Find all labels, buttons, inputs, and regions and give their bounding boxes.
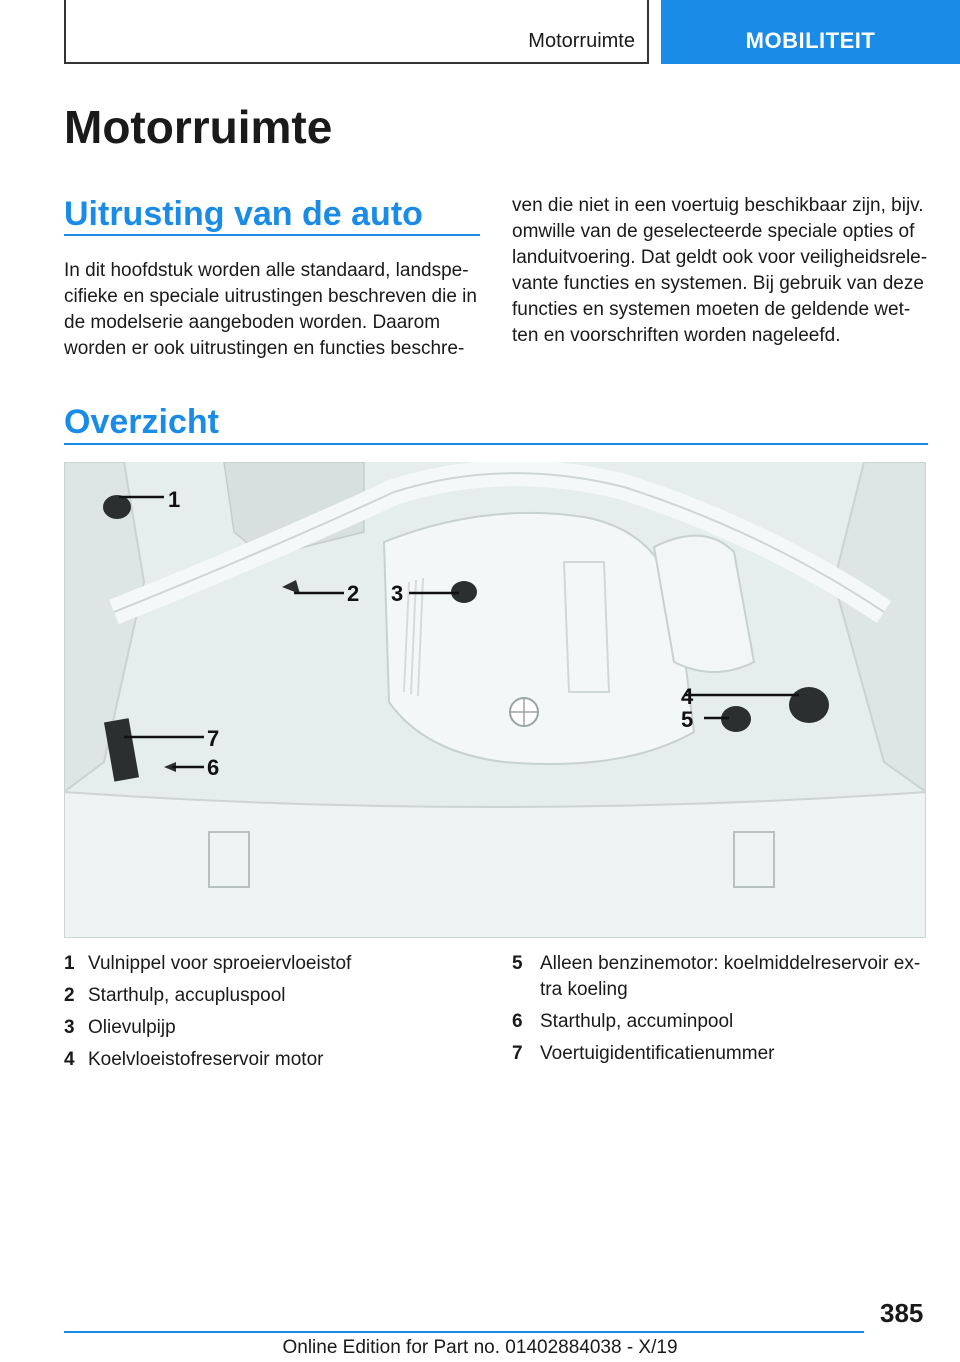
callout-6: 6: [207, 755, 220, 780]
text-line: In dit hoofdstuk worden alle standaard, landspe-: [64, 260, 469, 281]
section-title-overview: Overzicht: [64, 403, 219, 441]
list-item: [512, 1009, 932, 1035]
page-number: 385: [880, 1298, 924, 1328]
legend-text: Koelvloeistofreservoir motor: [88, 1049, 324, 1070]
legend-text: Alleen benzinemotor: koelmiddelreservoir ex- tra koeling: [540, 953, 921, 1000]
legend-number: 4: [64, 1049, 75, 1070]
list-item: [512, 951, 932, 1003]
list-item: [512, 1041, 932, 1067]
section-title-equipment: Uitrusting van de auto: [64, 195, 423, 233]
footer-rule: [64, 1331, 864, 1333]
legend-text: Vulnippel voor sproeiervloeistof: [88, 953, 352, 974]
legend-text: Starthulp, accuminpool: [540, 1011, 734, 1032]
legend-text: Voertuigidentificatienummer: [540, 1043, 775, 1064]
callout-5: 5: [681, 707, 694, 732]
legend-right: [512, 951, 932, 1073]
section-rule-overview: [64, 443, 928, 445]
header-section-label: Motorruimte: [528, 30, 635, 52]
legend-number: 2: [64, 985, 75, 1006]
legend-text: Olievulpijp: [88, 1017, 176, 1038]
text-line: omwille van de geselecteerde speciale opties of: [512, 221, 915, 242]
page-title: Motorruimte: [64, 101, 333, 153]
legend-text: Starthulp, accupluspool: [88, 985, 286, 1006]
callout-7: 7: [207, 726, 220, 751]
text-line: ten en voorschriften worden nageleefd.: [512, 325, 841, 346]
callout-3: 3: [391, 581, 404, 606]
header-chapter-label: MOBILITEIT: [745, 28, 876, 53]
legend-number: 3: [64, 1017, 75, 1038]
footer-edition: Online Edition for Part no. 01402884038 - X/19: [282, 1337, 678, 1358]
legend-number: 7: [512, 1043, 523, 1064]
text-line: cifieke en speciale uitrustingen beschreven die in: [64, 286, 477, 307]
legend-left: [64, 951, 484, 1079]
legend-number: 6: [512, 1011, 523, 1032]
section-rule-equipment: [64, 234, 480, 236]
equipment-text-col1: [64, 258, 482, 362]
list-item: [64, 1015, 484, 1041]
list-item: [64, 951, 484, 977]
callout-2: 2: [347, 581, 360, 606]
text-line: ven die niet in een voertuig beschikbaar zijn, bijv.: [512, 195, 924, 216]
text-line: vante functies en systemen. Bij gebruik van deze: [512, 273, 924, 294]
text-line: de modelserie aangeboden worden. Daarom: [64, 312, 441, 333]
engine-bay-illustration: [64, 462, 926, 938]
header-chapter-tab: [661, 0, 960, 64]
text-line: functies en systemen moeten de geldende wet-: [512, 299, 911, 320]
list-item: [64, 983, 484, 1009]
callout-4: 4: [681, 684, 694, 709]
legend-number: 1: [64, 953, 75, 974]
header-section-tab: [64, 0, 649, 64]
text-line: worden er ook uitrustingen en functies beschre-: [64, 338, 465, 359]
callout-1: 1: [168, 487, 181, 512]
legend-number: 5: [512, 953, 523, 974]
list-item: [64, 1047, 484, 1073]
equipment-text-col2: [512, 193, 932, 349]
text-line: landuitvoering. Dat geldt ook voor veiligheidsrele-: [512, 247, 928, 268]
